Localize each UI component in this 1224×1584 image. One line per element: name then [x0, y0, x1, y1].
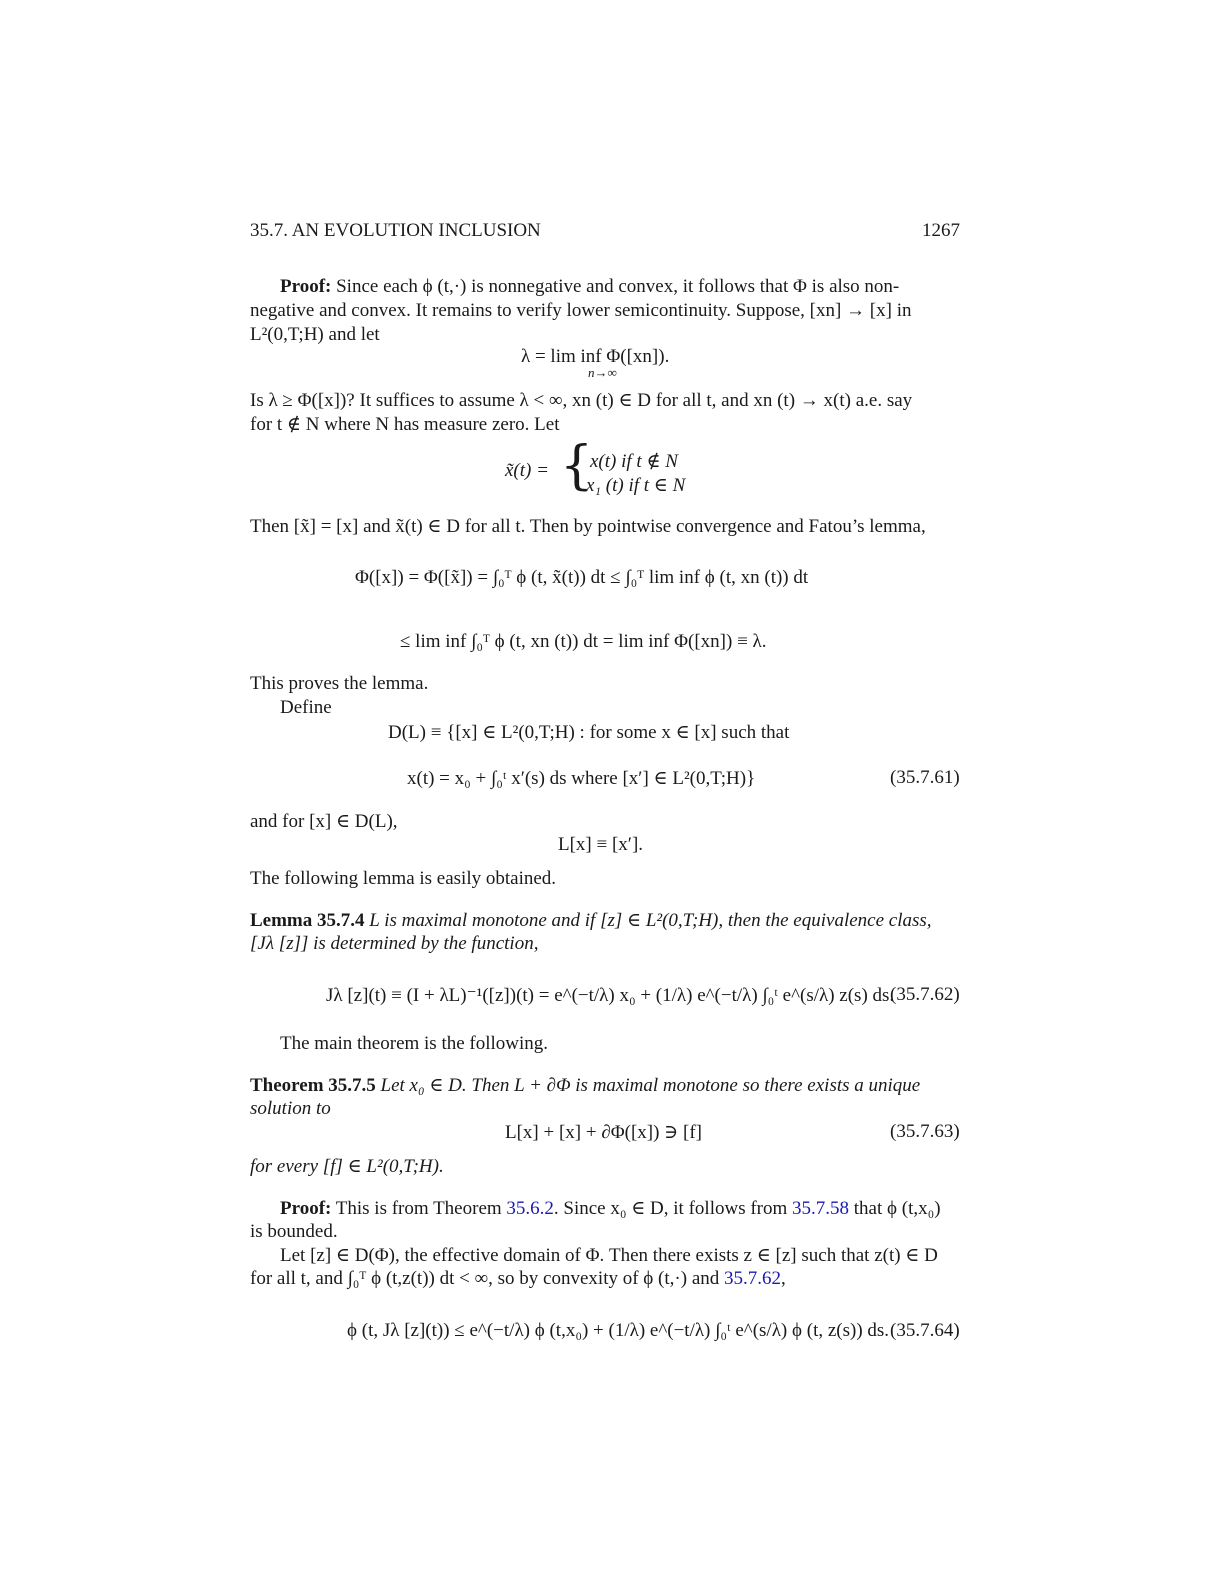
proof-label: Proof:	[280, 1198, 332, 1219]
ref-equation-35-7-58[interactable]: 35.7.58	[792, 1198, 850, 1219]
proof-text: for all t, and ∫₀ᵀ ϕ (t,z(t)) dt < ∞, so by convexity of ϕ (t,·) and	[250, 1268, 724, 1289]
theorem-text-3: for every [f] ∈ L²(0,T;H).	[250, 1156, 444, 1177]
text-line: This proves the lemma.	[250, 673, 429, 694]
equation-fatou-2: ≤ lim inf ∫₀ᵀ ϕ (t, xn (t)) dt = lim inf Φ([xn]) ≡ λ.	[400, 631, 767, 652]
lemma-statement	[250, 909, 932, 932]
equation-number: (35.7.64)	[890, 1320, 960, 1341]
proof-text: ,	[781, 1268, 786, 1289]
theorem-statement	[250, 1074, 920, 1097]
equation-number: (35.7.63)	[890, 1121, 960, 1142]
proof-paragraph-1	[280, 276, 899, 298]
proof-label: Proof:	[280, 276, 332, 297]
text-line: The following lemma is easily obtained.	[250, 868, 557, 889]
text-line: for t ∉ N where N has measure zero. Let	[250, 414, 560, 435]
equation-inclusion: L[x] + [x] + ∂Φ([x]) ∋ [f]	[505, 1122, 702, 1143]
equation-number: (35.7.62)	[890, 984, 960, 1005]
ref-theorem-35-6-2[interactable]: 35.6.2	[506, 1198, 554, 1219]
equation-DL-2: x(t) = x₀ + ∫₀ᵗ x′(s) ds where [x′] ∈ L²(0,T;H)}	[407, 768, 756, 789]
equation-resolvent: Jλ [z](t) ≡ (I + λL)⁻¹([z])(t) = e^(−t/λ) x₀ + (1/λ) e^(−t/λ) ∫₀ᵗ e^(s/λ) z(s) ds.	[326, 985, 895, 1006]
piecewise-lhs: x̃(t) =	[505, 460, 549, 481]
page-number: 1267	[922, 220, 960, 241]
equation-convexity: ϕ (t, Jλ [z](t)) ≤ e^(−t/λ) ϕ (t,x₀) + (1/λ) e^(−t/λ) ∫₀ᵗ e^(s/λ) ϕ (t, z(s)) ds.	[347, 1320, 890, 1341]
limit-subscript: n→∞	[588, 365, 617, 380]
lemma-label: Lemma 35.7.4	[250, 910, 365, 931]
text-line: negative and convex. It remains to verify lower semicontinuity. Suppose, [xn] → [x] in	[250, 300, 912, 321]
text-line: L²(0,T;H) and let	[250, 324, 380, 345]
running-header: 35.7. AN EVOLUTION INCLUSION	[250, 220, 541, 241]
equation-body: λ = lim inf Φ([xn]).	[521, 346, 670, 367]
piecewise-case-1: x(t) if t ∉ N	[590, 451, 678, 472]
brace: {	[560, 436, 594, 496]
text-line: and for [x] ∈ D(L),	[250, 811, 398, 832]
lemma-text: L is maximal monotone and if [z] ∈ L²(0,T;H), then the equivalence class,	[369, 910, 932, 931]
equation-L: L[x] ≡ [x′].	[558, 834, 644, 855]
text-line: is bounded.	[250, 1221, 338, 1242]
text-line: The main theorem is the following.	[280, 1033, 549, 1054]
define-word: Define	[280, 697, 332, 718]
proof-text: . Since x₀ ∈ D, it follows from	[553, 1198, 793, 1219]
equation-number: (35.7.61)	[890, 767, 960, 788]
ref-equation-35-7-62[interactable]: 35.7.62	[724, 1268, 781, 1289]
theorem-text: Let x₀ ∈ D. Then L + ∂Φ is maximal monotone so there exists a unique	[380, 1075, 921, 1096]
lemma-text-2: [Jλ [z]] is determined by the function,	[250, 933, 539, 954]
text-line: Is λ ≥ Φ([x])? It suffices to assume λ < ∞, xn (t) ∈ D for all t, and xn (t) → x(t) a.e. say	[250, 390, 913, 411]
equation-fatou-1: Φ([x]) = Φ([x̃]) = ∫₀ᵀ ϕ (t, x̃(t)) dt ≤ ∫₀ᵀ lim inf ϕ (t, xn (t)) dt	[355, 567, 809, 588]
piecewise-case-2: x₁ (t) if t ∈ N	[586, 475, 686, 496]
proof-paragraph-2	[280, 1197, 941, 1220]
text-line: Let [z] ∈ D(Φ), the effective domain of Φ. Then there exists z ∈ [z] such that z(t) ∈ D	[280, 1245, 938, 1266]
theorem-label: Theorem 35.7.5	[250, 1075, 376, 1096]
proof-text: that ϕ (t,x₀)	[849, 1198, 941, 1219]
proof-text: This is from Theorem	[335, 1198, 507, 1219]
text-line	[250, 1268, 786, 1290]
proof-text: Since each ϕ (t,·) is nonnegative and convex, it follows that Φ is also non-	[336, 276, 900, 297]
theorem-text-2: solution to	[250, 1098, 331, 1119]
equation-DL-1: D(L) ≡ {[x] ∈ L²(0,T;H) : for some x ∈ [x] such that	[388, 722, 790, 743]
text-line: Then [x̃] = [x] and x̃(t) ∈ D for all t. Then by pointwise convergence and Fatou’s lemma,	[250, 516, 926, 537]
